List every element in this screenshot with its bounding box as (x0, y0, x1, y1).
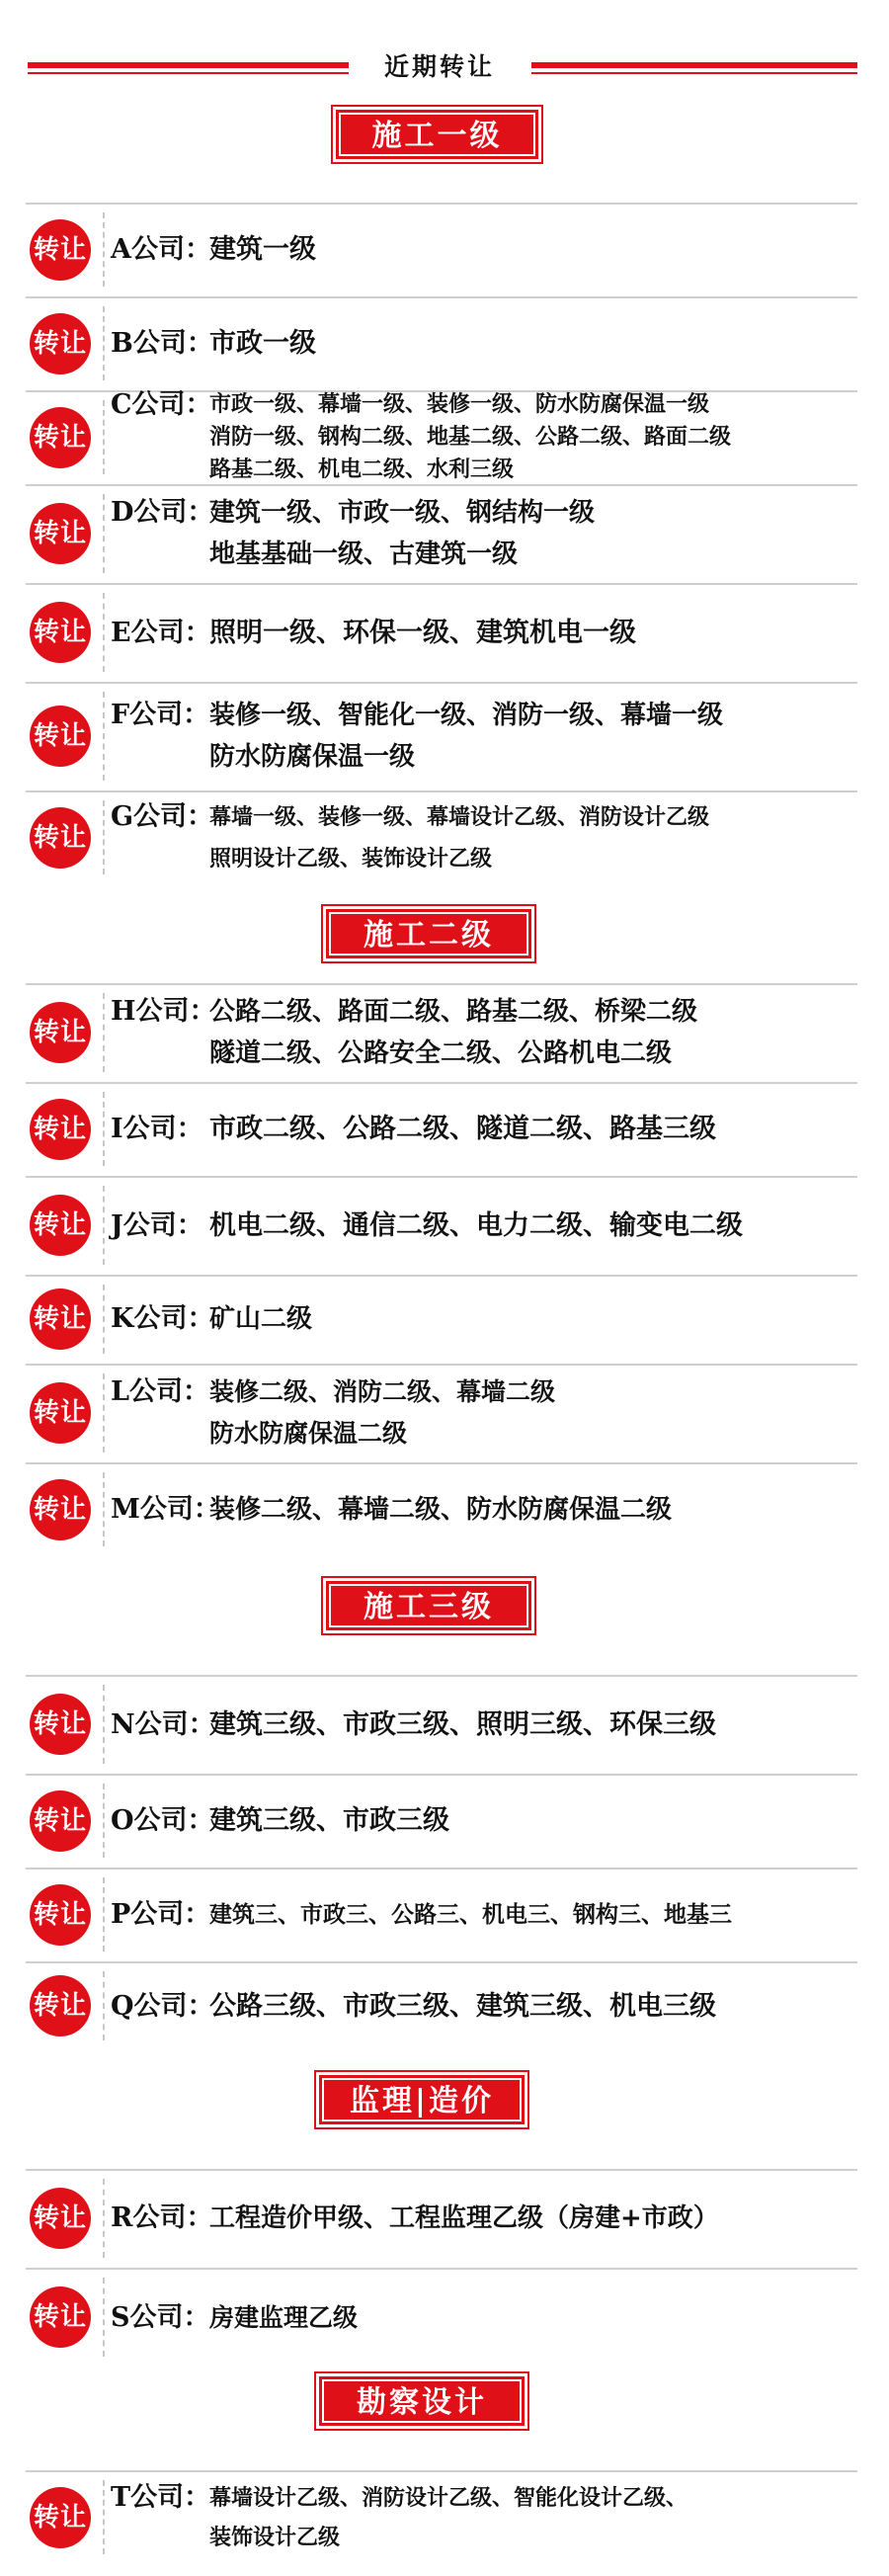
transfer-badge: 转让 (30, 1694, 91, 1755)
section-label: 勘察设计 (314, 2371, 529, 2431)
qualification-list (209, 1371, 555, 1454)
transfer-row (26, 390, 857, 484)
qualification-line: 建筑三级、市政三级、照明三级、环保三级 (209, 1709, 716, 1740)
row-divider (26, 296, 857, 298)
transfer-badge: 转让 (30, 2188, 91, 2249)
company-name: H公司： (111, 996, 216, 1027)
qualification-list (209, 325, 316, 362)
qualification-line: 隧道二级、公路安全二级、公路机电二级 (209, 1039, 673, 1068)
transfer-row (26, 1275, 857, 1364)
company-name: P公司： (111, 1899, 211, 1930)
row-divider (26, 2470, 857, 2472)
row-separator (103, 1472, 105, 1546)
transfer-row (26, 1675, 857, 1774)
company-name: S公司： (111, 2302, 210, 2333)
qualification-list (209, 1988, 716, 2025)
qualification-list (209, 231, 316, 268)
qualification-list (209, 615, 636, 651)
row-divider (26, 682, 857, 684)
transfer-badge: 转让 (30, 1884, 91, 1946)
transfer-badge: 转让 (30, 1790, 91, 1852)
company-name: L公司： (111, 1376, 209, 1407)
header-rule-left (28, 62, 349, 68)
transfer-row (26, 682, 857, 790)
section-label: 施工一级 (331, 105, 543, 164)
transfer-badge: 转让 (30, 219, 91, 281)
row-separator (103, 692, 105, 781)
row-divider (26, 583, 857, 585)
transfer-badge: 转让 (30, 602, 91, 663)
qualification-list (209, 695, 723, 778)
company-name: O公司： (111, 1805, 214, 1836)
qualification-line: 建筑三级、市政三级 (209, 1805, 449, 1836)
header-rule-right-thin (531, 72, 857, 74)
row-divider (26, 1868, 857, 1870)
transfer-badge: 转让 (30, 1382, 91, 1444)
qualification-line: 矿山二级 (209, 1304, 313, 1334)
row-divider (26, 1364, 857, 1366)
transfer-badge: 转让 (30, 2286, 91, 2348)
company-name: C公司： (111, 389, 212, 420)
section-label: 施工三级 (321, 1576, 536, 1635)
row-divider (26, 2169, 857, 2171)
company-name: Q公司： (111, 1991, 214, 2022)
qualification-list (209, 1207, 743, 1244)
qualification-line: 建筑一级 (209, 234, 316, 265)
row-separator (103, 1877, 105, 1952)
qualification-list (209, 1111, 716, 1147)
company-name: M公司： (111, 1494, 220, 1525)
row-separator (103, 212, 105, 287)
transfer-badge: 转让 (30, 503, 91, 564)
qualification-list (209, 1706, 716, 1743)
row-divider (26, 1961, 857, 1963)
row-separator (103, 993, 105, 1072)
company-name: K公司： (111, 1303, 214, 1334)
qualification-line: 消防一级、钢构二级、地基二级、公路二级、路面二级 (209, 424, 732, 450)
qualification-list (209, 796, 709, 879)
header-rule-left-thin (28, 72, 349, 74)
qualification-line: 照明设计乙级、装饰设计乙级 (209, 846, 493, 872)
qualification-line: 市政一级、幕墙一级、装修一级、防水防腐保温一级 (209, 391, 710, 417)
page-header (0, 0, 889, 99)
row-divider (26, 2268, 857, 2270)
company-name: E公司： (111, 618, 211, 648)
company-name: D公司： (111, 497, 214, 528)
qualification-line: 机电二级、通信二级、电力二级、输变电二级 (209, 1210, 743, 1241)
qualification-list (209, 2478, 687, 2557)
qualification-list (209, 1802, 449, 1839)
transfer-row (26, 583, 857, 682)
row-divider (26, 1176, 857, 1178)
transfer-badge: 转让 (30, 2487, 91, 2548)
transfer-row (26, 1176, 857, 1275)
transfer-badge: 转让 (30, 313, 91, 374)
qualification-line: 公路三级、市政三级、建筑三级、机电三级 (209, 1991, 716, 2022)
transfer-row (26, 790, 857, 884)
qualification-list (209, 492, 595, 575)
row-divider (26, 1675, 857, 1677)
row-separator (103, 1186, 105, 1265)
qualification-list (209, 1898, 732, 1931)
qualification-line: 市政一级 (209, 328, 316, 359)
transfer-badge: 转让 (30, 1975, 91, 2036)
header-rule-right (531, 62, 857, 68)
transfer-row (26, 1082, 857, 1176)
section-label: 施工二级 (321, 904, 536, 963)
qualification-line: 防水防腐保温一级 (209, 742, 416, 772)
row-separator (103, 1685, 105, 1764)
qualification-list (209, 1301, 312, 1337)
transfer-badge: 转让 (30, 1479, 91, 1540)
row-divider (26, 203, 857, 205)
row-divider (26, 790, 857, 792)
qualification-line: 装修二级、幕墙二级、防水防腐保温二级 (209, 1495, 673, 1525)
transfer-badge: 转让 (30, 1288, 91, 1350)
transfer-row (26, 2470, 857, 2564)
transfer-row (26, 1961, 857, 2050)
row-divider (26, 983, 857, 985)
transfer-badge: 转让 (30, 1195, 91, 1256)
transfer-row (26, 484, 857, 583)
company-name: J公司： (111, 1210, 203, 1241)
row-separator (103, 2179, 105, 2258)
row-separator (103, 2278, 105, 2357)
transfer-row (26, 2169, 857, 2268)
row-separator (103, 1784, 105, 1858)
page-title: 近期转让 (383, 52, 495, 81)
transfer-badge: 转让 (30, 407, 91, 468)
qualification-list (209, 388, 731, 486)
qualification-line: 幕墙一级、装修一级、幕墙设计乙级、消防设计乙级 (209, 804, 710, 830)
row-divider (26, 484, 857, 486)
row-separator (103, 306, 105, 380)
qualification-line: 房建监理乙级 (209, 2303, 359, 2332)
qualification-list (209, 2300, 358, 2335)
row-separator (103, 494, 105, 573)
qualification-list (209, 2201, 719, 2236)
company-name: T公司： (111, 2482, 211, 2513)
company-name: I公司： (111, 1114, 203, 1144)
row-divider (26, 1774, 857, 1776)
qualification-line: 路基二级、机电二级、水利三级 (209, 457, 515, 482)
company-name: B公司： (111, 328, 213, 359)
transfer-row (26, 1774, 857, 1868)
qualification-list (209, 1492, 672, 1528)
qualification-line: 建筑一级、市政一级、钢结构一级 (209, 498, 596, 528)
row-separator (103, 1285, 105, 1354)
transfer-row (26, 203, 857, 296)
qualification-line: 地基基础一级、古建筑一级 (209, 540, 519, 569)
row-separator (103, 2480, 105, 2554)
row-divider (26, 1082, 857, 1084)
row-separator (103, 1971, 105, 2040)
company-name: R公司： (111, 2202, 213, 2233)
transfer-badge: 转让 (30, 807, 91, 869)
transfer-row (26, 983, 857, 1082)
transfer-badge: 转让 (30, 1099, 91, 1160)
company-name: N公司： (111, 1709, 215, 1740)
row-divider (26, 1275, 857, 1277)
qualification-line: 幕墙设计乙级、消防设计乙级、智能化设计乙级、 (209, 2485, 688, 2511)
qualification-line: 照明一级、环保一级、建筑机电一级 (209, 618, 636, 648)
row-separator (103, 1092, 105, 1166)
section-label: 监理|造价 (314, 2070, 529, 2129)
company-name: G公司： (111, 801, 214, 832)
company-name: A公司： (111, 234, 211, 265)
qualification-line: 防水防腐保温二级 (209, 1419, 408, 1448)
qualification-line: 市政二级、公路二级、隧道二级、路基三级 (209, 1114, 716, 1144)
qualification-list (209, 991, 697, 1074)
row-divider (26, 1462, 857, 1464)
qualification-line: 工程造价甲级、工程监理乙级（房建+市政） (209, 2203, 719, 2233)
qualification-line: 装饰设计乙级 (209, 2525, 341, 2550)
qualification-line: 建筑三、市政三、公路三、机电三、钢构三、地基三 (209, 1901, 732, 1928)
transfer-row (26, 1868, 857, 1961)
transfer-row (26, 296, 857, 390)
transfer-row (26, 1462, 857, 1556)
company-name: F公司： (111, 700, 210, 730)
qualification-line: 装修一级、智能化一级、消防一级、幕墙一级 (209, 701, 724, 730)
qualification-line: 公路二级、路面二级、路基二级、桥梁二级 (209, 997, 698, 1027)
transfer-badge: 转让 (30, 706, 91, 767)
transfer-badge: 转让 (30, 1002, 91, 1063)
transfer-row (26, 1364, 857, 1462)
qualification-line: 装修二级、消防二级、幕墙二级 (209, 1377, 556, 1406)
transfer-row (26, 2268, 857, 2367)
row-separator (103, 800, 105, 874)
row-separator (103, 1373, 105, 1453)
row-separator (103, 593, 105, 672)
row-separator (103, 400, 105, 474)
